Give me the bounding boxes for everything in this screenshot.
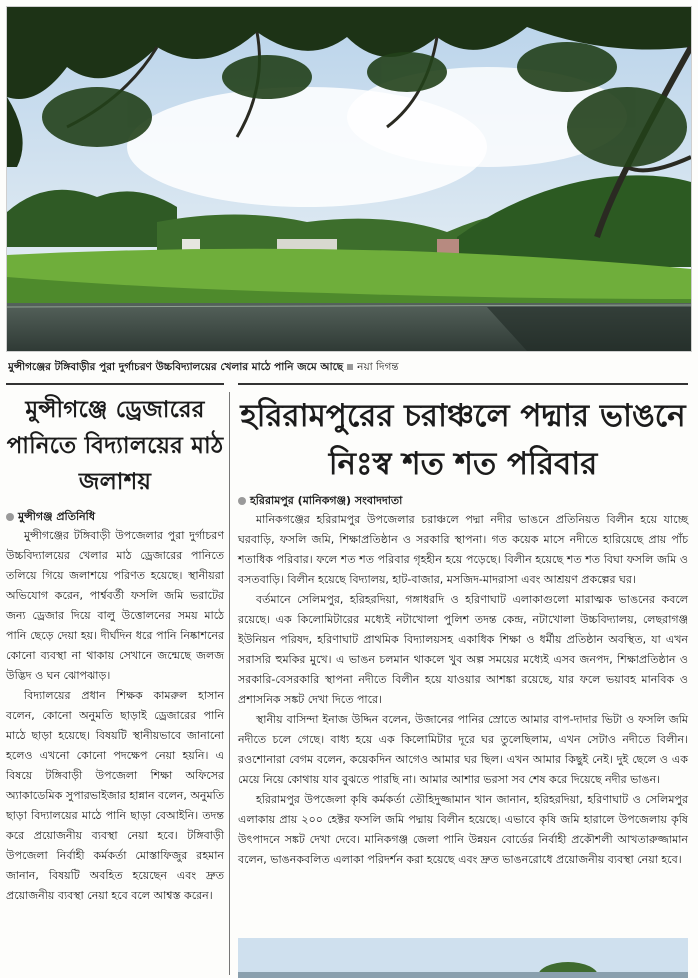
photo-credit: নয়া দিগন্ত <box>357 361 399 373</box>
main-paragraph-2: বর্তমানে সেলিমপুর, হরিহরদিয়া, গঙ্গাধরদি ও হরিণাঘাট এলাকাগুলো মারাত্মক ভাঙনের কবলে রয়েছে। এক কিলোমিটারের মধ্যেই নটাখোলা পুলিশ তদন্ত কেন্দ্র, নটাখোলা উচ্চবিদ্যালয়, লেছরাগঞ্জ ইউনিয়ন পরিষদ, হরিণাঘাট প্রাথমিক বিদ্যালয়সহ একাধিক শিক্ষা ও ধর্মীয় প্রতিষ্ঠান অবস্থিত, যা এখন সরাসরি হুমকির মুখে। এ ভাঙন চলমান থাকলে খুব অল্প সময়ের মধ্যেই এসব জনপদ, শিক্ষাপ্রতিষ্ঠান ও সরকারি-বেসরকারি স্থাপনা নদীতে বিলীন হয়ে যাওয়ার আশঙ্কা রয়েছে, যার ফলে ভয়াবহ মানবিক ও প্রশাসনিক সঙ্কট দেখা দিতে পারে। <box>238 593 688 706</box>
main-article <box>238 392 688 975</box>
bottom-photo <box>238 938 688 978</box>
photo-caption <box>8 357 692 377</box>
main-paragraph-4: হরিরামপুর উপজেলা কৃষি কর্মকর্তা তৌহিদুজ্জামান খান জানান, হরিহরদিয়া, হরিণাঘাট ও সেলিমপুর এলাকায় প্রায় ২০০ হেক্টর ফসলি জমি পদ্মায় বিলীন হয়েছে। এভাবে কৃষি জমি হারালে উপজেলায় কৃষি উৎপাদনে সঙ্কট দেখা দেবে। মানিকগঞ্জ জেলা পানি উন্নয়ন বোর্ডের নির্বাহী প্রকৌশলী আখতারুজ্জামান বলেন, ভাঙনকবলিত এলাকা পরিদর্শন করা হয়েছে এবং দ্রুত ভাঙনরোধে প্রয়োজনীয় ব্যবস্থা নেয়া হবে। <box>238 793 688 866</box>
left-byline <box>6 508 224 526</box>
field-waterlogged-photo <box>6 6 692 352</box>
left-byline-text: মুন্সীগঞ্জ প্রতিনিধি <box>18 510 95 523</box>
left-paragraph-2: বিদ্যালয়ের প্রধান শিক্ষক কামরুল হাসান বলেন, কোনো অনুমতি ছাড়াই ড্রেজারের পানি মাঠে ছাড়া হয়েছে। বিষয়টি স্থানীয়ভাবে জানানো হলেও এখনো কোনো পদক্ষেপ নেয়া হয়নি। এ বিষয়ে টঙ্গিবাড়ী উপজেলা শিক্ষা অফিসের অ্যাকাডেমিক সুপারভাইজার হান্নান বলেন, অনুমতি ছাড়া বিদ্যালয়ের মাঠে পানি ছাড়া বেআইনি। তদন্ত করে প্রয়োজনীয় ব্যবস্থা নেয়া হবে। টঙ্গিবাড়ী উপজেলা নির্বাহী কর্মকর্তা মোস্তাফিজুর রহমান জানান, বিষয়টি অবহিত হয়েছেন এবং দ্রুত প্রয়োজনীয় ব্যবস্থা নেয়া হবে বলে আশ্বস্ত করেন। <box>6 689 224 902</box>
main-headline: হরিরামপুরের চরাঞ্চলে পদ্মার ভাঙনে নিঃস্ব শত শত পরিবার <box>240 398 686 482</box>
left-article <box>6 392 224 975</box>
left-top-rule <box>6 383 224 385</box>
column-divider <box>229 392 230 975</box>
main-paragraph-1: মানিকগঞ্জের হরিরামপুর উপজেলার চরাঞ্চলে পদ্মা নদীর ভাঙনে প্রতিনিয়ত বিলীন হয়ে যাচ্ছে ঘরবাড়ি, ফসলি জমি, শিক্ষাপ্রতিষ্ঠান ও সরকারি স্থাপনা। গত কয়েক মাসে নদীতে হারিয়েছে প্রায় পাঁচ শতাধিক পরিবার। ফলে শত শত পরিবার গৃহহীন হয়ে পড়েছে। বিলীন হয়েছে শত শত বিঘা ফসলি জমি ও বসতবাড়ি। বিলীন হয়েছে বিদ্যালয়, হাট-বাজার, মসজিদ-মাদরাসা এবং আশ্রয়ণ প্রকল্পের ঘর। <box>238 513 688 586</box>
left-paragraph-1: মুন্সীগঞ্জের টঙ্গিবাড়ী উপজেলার পুরা দুর্গাচরণ উচ্চবিদ্যালয়ের খেলার মাঠ ড্রেজারের পানিতে তলিয়ে গিয়ে জলাশয়ে পরিণত হয়েছে। স্থানীয়রা অভিযোগ করেন, পার্শ্ববর্তী ফসলি জমি ভরাটের জন্য ড্রেজার দিয়ে বালু উত্তোলনের সময় মাঠে পানি ছেড়ে দেয়া হয়। দীর্ঘদিন ধরে পানি নিষ্কাশনের কোনো ব্যবস্থা না থাকায় সেখানে জন্মেছে জলজ উদ্ভিদ ও ঘন ঝোপঝাড়। <box>6 529 224 682</box>
main-paragraph-3: স্থানীয় বাসিন্দা ইনাজ উদ্দিন বলেন, উজানের পানির স্রোতে আমার বাপ-দাদার ভিটা ও ফসলি জমি নদীতে চলে গেছে। বাধ্য হয়ে এক কিলোমিটার দূরে ঘর তুলেছিলাম, এখন সেটাও নদীতে বিলীন। রওশোনারা বেগম বলেন, কয়েকদিন আগেও আমার ঘর ছিল। এখন আমার কিছুই নেই। দুই ছেলে ও এক মেয়ে নিয়ে কোথায় যাব বুঝতে পারছি না। আমার আশার ভরসা সব শেষ করে দিয়েছে নদীর ভাঙন। <box>238 713 688 786</box>
main-byline <box>238 492 688 510</box>
left-headline: মুন্সীগঞ্জে ড্রেজারের পানিতে বিদ্যালয়ের মাঠ জলাশয় <box>6 397 224 495</box>
main-byline-text: হরিরামপুর (মানিকগঞ্জ) সংবাদদাতা <box>250 494 403 507</box>
right-top-rule <box>238 383 688 385</box>
caption-separator-icon <box>347 364 353 370</box>
photo-caption-text: মুন্সীগঞ্জের টঙ্গিবাড়ীর পুরা দুর্গাচরণ উচ্চবিদ্যালয়ের খেলার মাঠে পানি জমে আছে <box>8 361 344 373</box>
bullet-icon <box>238 497 246 505</box>
bullet-icon <box>6 513 14 521</box>
